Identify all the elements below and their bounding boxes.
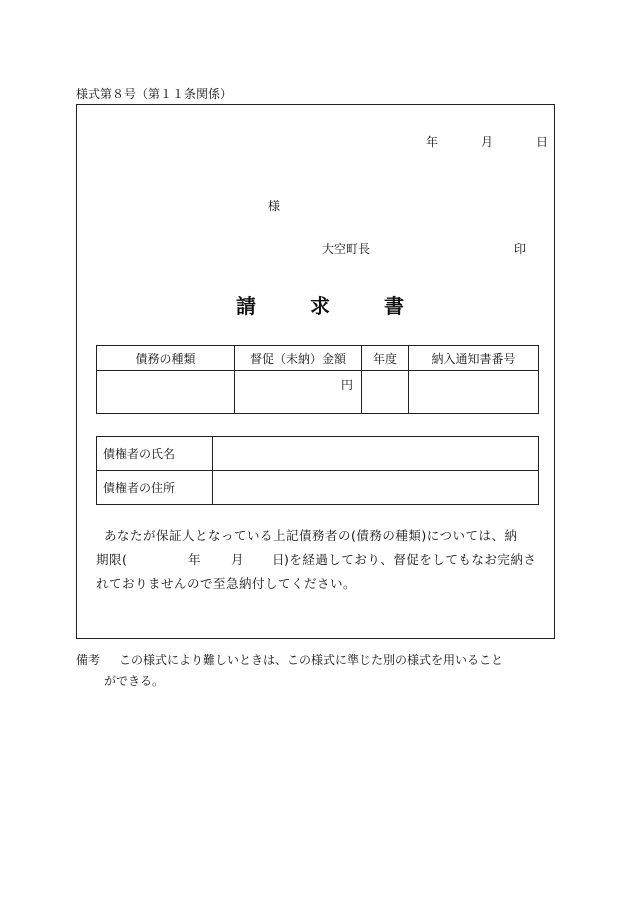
debtor-address-label: 債権者の住所 (97, 471, 213, 505)
date-month: 月 (481, 135, 494, 149)
header-fiscal-year: 年度 (362, 346, 409, 371)
debt-table (96, 345, 539, 414)
cell-amount[interactable] (235, 371, 362, 414)
date-year: 年 (426, 135, 439, 149)
body-line-2-month: 月 (231, 552, 245, 567)
cell-notice-number[interactable] (409, 371, 539, 414)
cell-debt-type[interactable] (97, 371, 235, 414)
note-label: 備考 (76, 653, 101, 667)
document-title-char-3: 書 (384, 294, 404, 318)
debtor-name-field[interactable] (213, 437, 539, 471)
body-line-3: れておりませんので至急納付してください。 (96, 576, 357, 591)
cell-fiscal-year[interactable] (362, 371, 409, 414)
body-line-2-prefix: 期限( (96, 552, 128, 567)
debtor-address-field[interactable] (213, 471, 539, 505)
debtor-name-label: 債権者の氏名 (97, 437, 213, 471)
yen-unit: 円 (340, 378, 353, 392)
header-debt-type: 債務の種類 (97, 346, 235, 371)
note-line-2: ができる。 (104, 674, 165, 688)
note-line-1: この様式により難しいときは、この様式に準じた別の様式を用いること (119, 653, 504, 667)
form-number: 様式第８号（第１１条関係） (76, 87, 233, 101)
header-notice-number: 納入通知書番号 (409, 346, 539, 371)
seal-mark: 印 (514, 242, 527, 256)
body-line-2-day: 日 (272, 552, 286, 567)
debtor-table (96, 436, 539, 505)
date-day: 日 (536, 135, 549, 149)
document-title-char-1: 請 (236, 294, 256, 318)
body-line-2-year: 年 (188, 552, 202, 567)
issuer-title: 大空町長 (322, 242, 371, 256)
addressee-suffix: 様 (268, 199, 281, 213)
header-amount: 督促（未納）金額 (235, 346, 362, 371)
document-title-char-2: 求 (310, 294, 330, 318)
body-line-2-suffix: )を経過しており、督促をしてもなお完納さ (284, 552, 537, 567)
body-line-1: あなたが保証人となっている上記債務者の(債務の種類)については、納 (104, 528, 518, 543)
